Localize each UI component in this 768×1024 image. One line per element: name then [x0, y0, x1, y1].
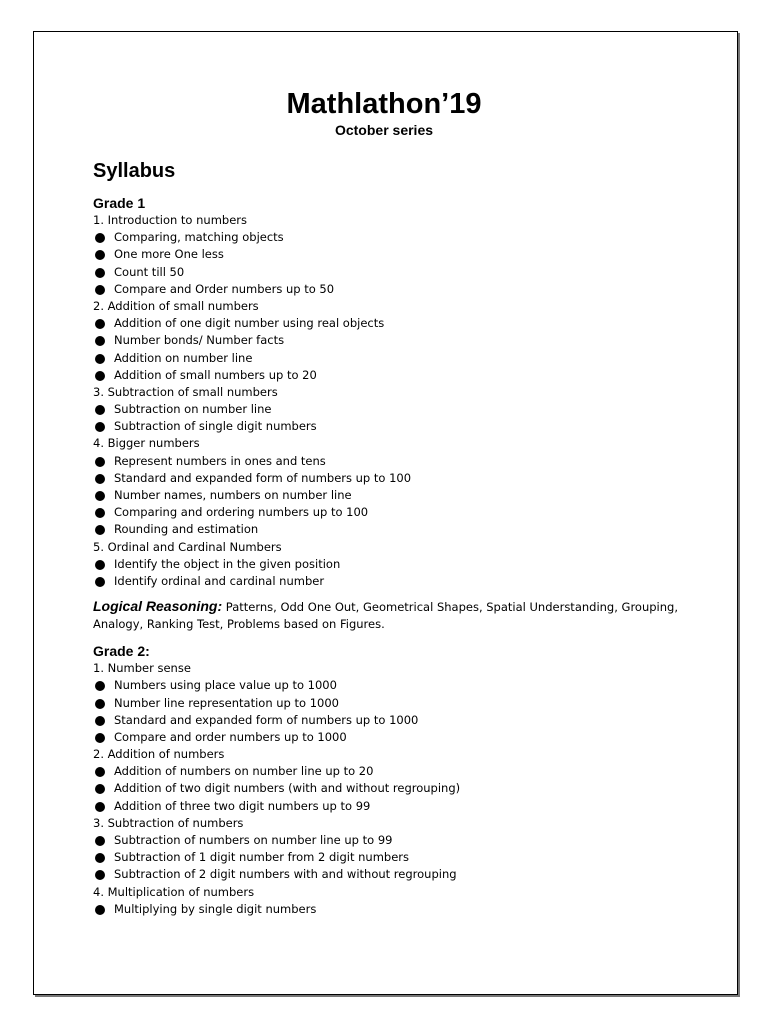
list-item: [93, 556, 693, 573]
document-title: Mathlathon’19: [286, 88, 482, 120]
list-item: [93, 453, 693, 470]
list-item-text: Rounding and estimation: [114, 522, 259, 537]
list-item: [93, 695, 693, 712]
list-item: [93, 763, 693, 780]
list-item: [93, 504, 693, 521]
list-item: [93, 367, 693, 384]
list-item: [93, 849, 693, 866]
bullet-icon: [95, 905, 105, 915]
list-item-text: Subtraction of numbers on number line up to 99: [114, 833, 393, 847]
list-item-text: Addition on number line: [114, 350, 253, 365]
topic-heading: [93, 660, 693, 677]
logical-reasoning-label: Logical Reasoning:: [93, 598, 223, 615]
topic-heading-text: 5. Ordinal and Cardinal Numbers: [93, 539, 282, 554]
list-item: [93, 798, 693, 815]
topic-heading: [93, 815, 693, 832]
bullet-icon: [95, 268, 105, 278]
bullet-icon: [95, 525, 105, 535]
topic-heading-text: 3. Subtraction of numbers: [93, 815, 244, 830]
list-item: [93, 487, 693, 504]
list-item: [93, 246, 693, 263]
list-item: [93, 350, 693, 367]
grade-1-heading: Grade 1: [93, 195, 146, 211]
list-item-text: Represent numbers in ones and tens: [114, 453, 326, 468]
bullet-icon: [95, 474, 105, 484]
topic-heading: [93, 884, 693, 901]
bullet-icon: [95, 250, 105, 260]
list-item: [93, 780, 693, 797]
list-item-text: Comparing, matching objects: [114, 230, 284, 245]
bullet-icon: [95, 784, 105, 794]
list-item: [93, 418, 693, 435]
list-item-text: Compare and Order numbers up to 50: [114, 281, 335, 296]
grade-2-section: [93, 643, 693, 918]
bullet-icon: [95, 233, 105, 243]
topic-heading: [93, 212, 693, 229]
list-item-text: Number names, numbers on number line: [114, 488, 352, 502]
bullet-icon: [95, 491, 105, 501]
list-item-text: Subtraction of 2 digit numbers with and without regrouping: [114, 867, 457, 882]
bullet-icon: [95, 767, 105, 777]
list-item: [93, 401, 693, 418]
list-item-text: Addition of two digit numbers (with and without regrouping): [114, 781, 461, 796]
list-item-text: Addition of numbers on number line up to 20: [114, 764, 374, 779]
bullet-icon: [95, 870, 105, 880]
list-item: [93, 315, 693, 332]
list-item-text: Numbers using place value up to 1000: [114, 678, 337, 693]
bullet-icon: [95, 336, 105, 346]
logical-reasoning-text: Patterns, Odd One Out, Geometrical Shapes, Spatial Understanding, Grouping, Analogy, Ranking Test, Problems based on Figures.: [93, 600, 678, 632]
bullet-icon: [95, 716, 105, 726]
topic-heading-text: 4. Multiplication of numbers: [93, 884, 255, 899]
list-item: [93, 712, 693, 729]
topic-heading-text: 1. Number sense: [93, 661, 191, 676]
list-item: [93, 264, 693, 281]
list-item-text: Subtraction of single digit numbers: [114, 419, 317, 434]
list-item: [93, 229, 693, 246]
list-item-text: Addition of one digit number using real objects: [114, 316, 385, 331]
topic-heading: [93, 746, 693, 763]
list-item-text: One more One less: [114, 247, 224, 262]
list-item-text: Identify ordinal and cardinal number: [114, 573, 325, 588]
topic-heading-text: 2. Addition of numbers: [93, 747, 225, 762]
bullet-icon: [95, 699, 105, 709]
bullet-icon: [95, 422, 105, 432]
list-item: [93, 281, 693, 298]
list-item-text: Number bonds/ Number facts: [114, 333, 285, 348]
list-item: [93, 521, 693, 538]
list-item: [93, 901, 693, 918]
list-item: [93, 332, 693, 349]
topic-heading: [93, 435, 693, 452]
bullet-icon: [95, 681, 105, 691]
grade-2-heading: Grade 2:: [93, 643, 150, 660]
list-item-text: Addition of three two digit numbers up to 99: [114, 798, 371, 813]
bullet-icon: [95, 319, 105, 329]
list-item: [93, 470, 693, 487]
topic-heading-text: 3. Subtraction of small numbers: [93, 384, 278, 399]
bullet-icon: [95, 354, 105, 364]
syllabus-content: [93, 195, 693, 918]
list-item-text: Standard and expanded form of numbers up to 100: [114, 470, 412, 485]
topic-heading-text: 2. Addition of small numbers: [93, 298, 259, 313]
bullet-icon: [95, 853, 105, 863]
bullet-icon: [95, 802, 105, 812]
list-item-text: Number line representation up to 1000: [114, 695, 339, 710]
bullet-icon: [95, 577, 105, 587]
bullet-icon: [95, 508, 105, 518]
syllabus-heading: Syllabus: [93, 160, 176, 182]
bullet-icon: [95, 836, 105, 846]
topic-heading-text: 4. Bigger numbers: [93, 436, 200, 451]
topic-heading: [93, 298, 693, 315]
list-item-text: Compare and order numbers up to 1000: [114, 729, 347, 744]
bullet-icon: [95, 371, 105, 381]
list-item: [93, 677, 693, 694]
list-item: [93, 832, 693, 849]
grade-1-list: [93, 212, 693, 590]
topic-heading: [93, 539, 693, 556]
list-item-text: Standard and expanded form of numbers up to 1000: [114, 712, 419, 727]
list-item-text: Addition of small numbers up to 20: [114, 367, 317, 382]
list-item-text: Multiplying by single digit numbers: [114, 901, 317, 916]
bullet-icon: [95, 457, 105, 467]
list-item-text: Count till 50: [114, 264, 185, 279]
bullet-icon: [95, 733, 105, 743]
list-item-text: Comparing and ordering numbers up to 100: [114, 505, 369, 520]
topic-heading: [93, 384, 693, 401]
logical-reasoning-paragraph: [93, 598, 693, 633]
list-item-text: Identify the object in the given position: [114, 556, 341, 571]
bullet-icon: [95, 285, 105, 295]
document-subtitle: October series: [334, 122, 434, 138]
list-item: [93, 729, 693, 746]
list-item-text: Subtraction on number line: [114, 402, 272, 417]
topic-heading-text: 1. Introduction to numbers: [93, 213, 247, 227]
list-item-text: Subtraction of 1 digit number from 2 digit numbers: [114, 850, 410, 865]
grade-2-list: [93, 660, 693, 918]
list-item: [93, 573, 693, 590]
list-item: [93, 866, 693, 883]
bullet-icon: [95, 560, 105, 570]
bullet-icon: [95, 405, 105, 415]
